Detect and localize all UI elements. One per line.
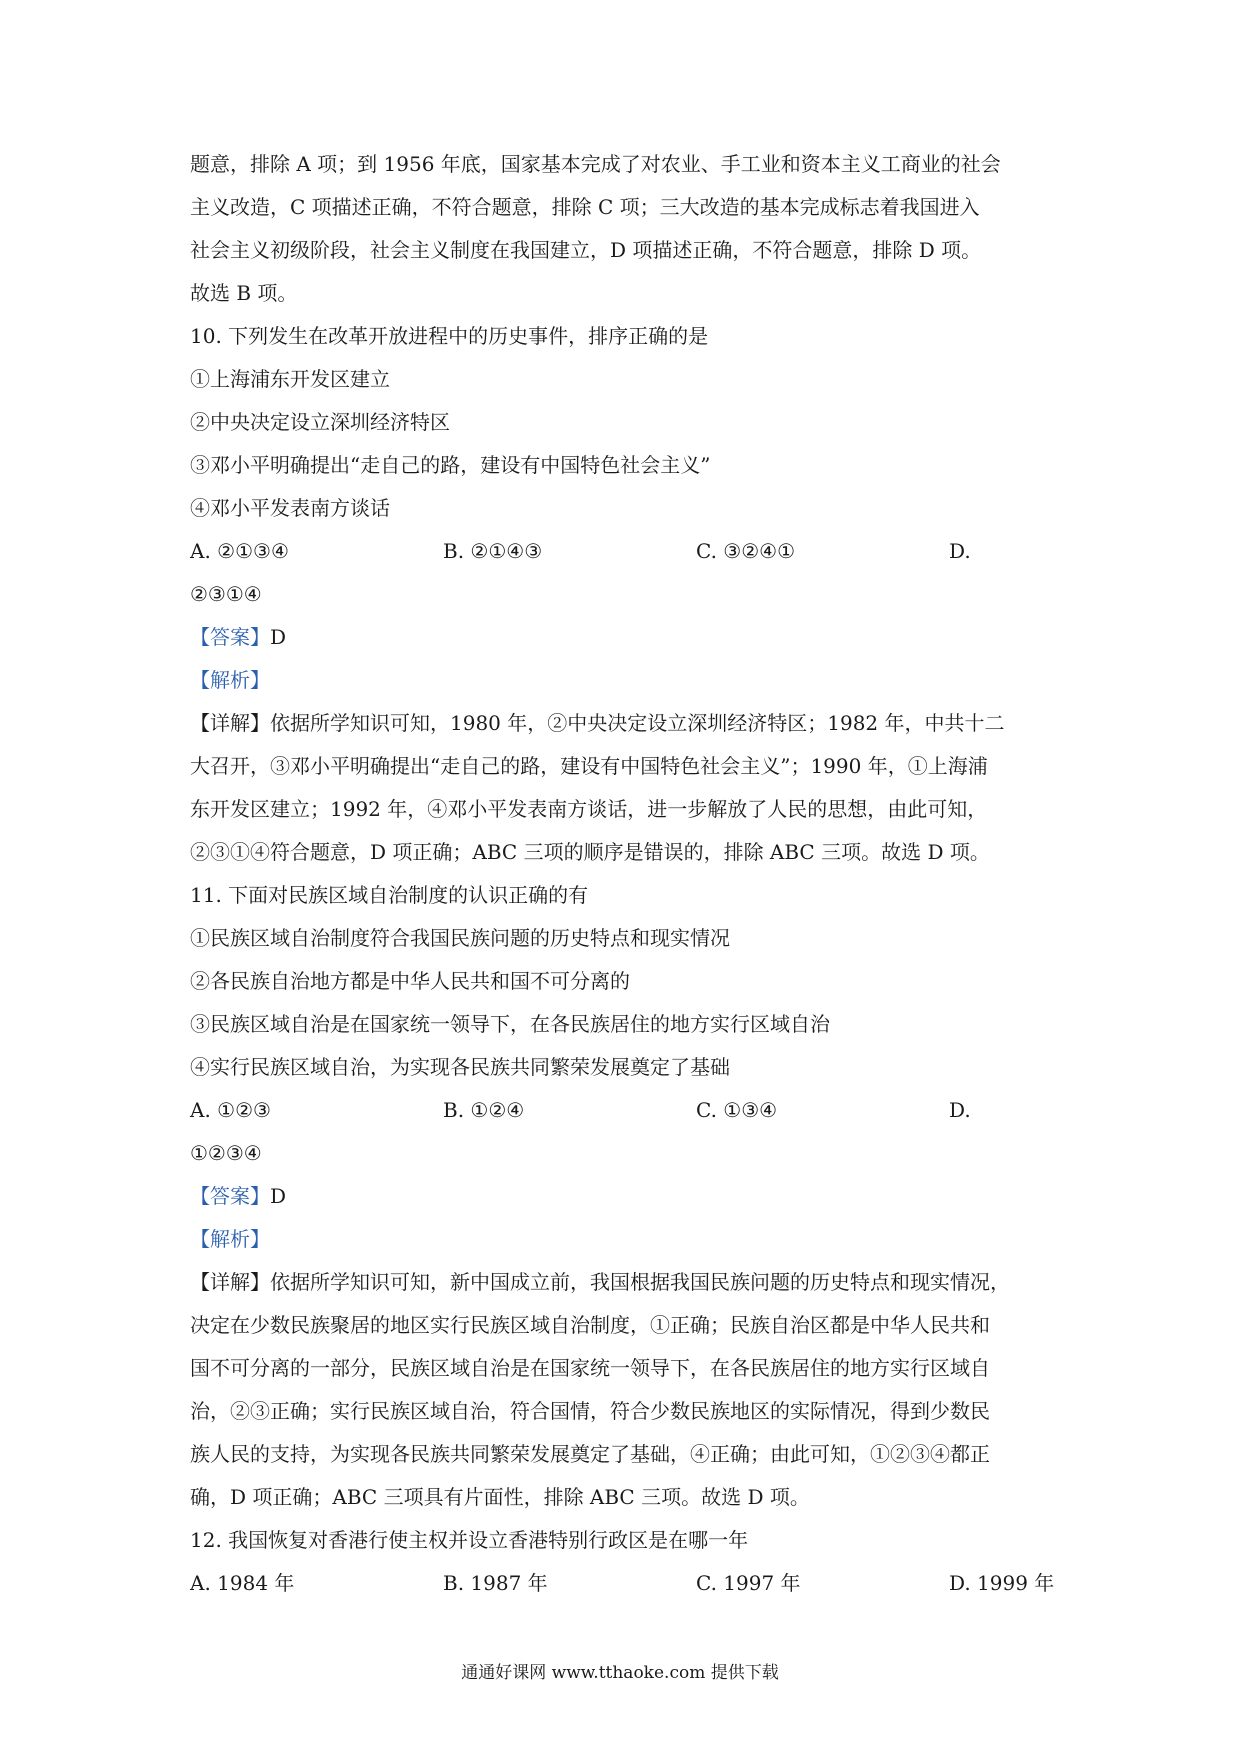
question-10-stem: 10. 下列发生在改革开放进程中的历史事件，排序正确的是 bbox=[190, 324, 709, 348]
page-footer: 通通好课网 www.tthaoke.com 提供下载 bbox=[461, 1663, 779, 1683]
detail-text: 依据所学知识可知，新中国成立前，我国根据我国民族问题的历史特点和现实情况， bbox=[270, 1270, 1010, 1294]
option-b: B. ②①④③ bbox=[443, 539, 543, 563]
detail-line: 决定在少数民族聚居的地区实行民族区域自治制度，①正确；民族自治区都是中华人民共和 bbox=[190, 1313, 990, 1337]
question-11-item: ④实行民族区域自治，为实现各民族共同繁荣发展奠定了基础 bbox=[190, 1055, 730, 1079]
option-b: B. ①②④ bbox=[443, 1098, 525, 1122]
question-11-stem: 11. 下面对民族区域自治制度的认识正确的有 bbox=[190, 883, 589, 907]
detail-line bbox=[190, 702, 1060, 745]
question-11-options bbox=[190, 1089, 1060, 1132]
text-line: 主义改造，C 项描述正确，不符合题意，排除 C 项；三大改造的基本完成标志着我国进入 bbox=[190, 195, 980, 219]
text-line: 社会主义初级阶段，社会主义制度在我国建立，D 项描述正确，不符合题意，排除 D 项。 bbox=[190, 238, 982, 262]
detail-line: 族人民的支持，为实现各民族共同繁荣发展奠定了基础，④正确；由此可知，①②③④都正 bbox=[190, 1442, 990, 1466]
detail-line bbox=[190, 1261, 1060, 1304]
question-11-item: ③民族区域自治是在国家统一领导下，在各民族居住的地方实行区域自治 bbox=[190, 1012, 830, 1036]
analysis-tag: 【解析】 bbox=[190, 1227, 270, 1251]
answer-tag: 【答案】 bbox=[190, 625, 270, 649]
option-c: C. 1997 年 bbox=[696, 1571, 801, 1595]
option-d: D. bbox=[949, 1098, 971, 1122]
option-d: D. bbox=[949, 539, 971, 563]
document-body bbox=[190, 143, 1060, 1605]
option-a: A. 1984 年 bbox=[190, 1571, 295, 1595]
text-line: 故选 B 项。 bbox=[190, 281, 298, 305]
question-10-item: ②中央决定设立深圳经济特区 bbox=[190, 410, 450, 434]
question-10-item: ①上海浦东开发区建立 bbox=[190, 367, 390, 391]
option-a: A. ①②③ bbox=[190, 1098, 271, 1122]
detail-line: 国不可分离的一部分，民族区域自治是在国家统一领导下，在各民族居住的地方实行区域自 bbox=[190, 1356, 990, 1380]
analysis-line bbox=[190, 1218, 1060, 1261]
option-d: D. 1999 年 bbox=[949, 1571, 1055, 1595]
option-c: C. ③②④① bbox=[696, 539, 796, 563]
analysis-tag: 【解析】 bbox=[190, 668, 270, 692]
answer-value: D bbox=[270, 625, 287, 649]
detail-line: 东开发区建立；1992 年，④邓小平发表南方谈话，进一步解放了人民的思想，由此可知， bbox=[190, 797, 988, 821]
question-11-item: ①民族区域自治制度符合我国民族问题的历史特点和现实情况 bbox=[190, 926, 730, 950]
detail-line: 确，D 项正确；ABC 三项具有片面性，排除 ABC 三项。故选 D 项。 bbox=[190, 1485, 810, 1509]
question-12-stem: 12. 我国恢复对香港行使主权并设立香港特别行政区是在哪一年 bbox=[190, 1528, 749, 1552]
answer-line bbox=[190, 616, 1060, 659]
analysis-line bbox=[190, 659, 1060, 702]
detail-line: 大召开，③邓小平明确提出“走自己的路，建设有中国特色社会主义”；1990 年，①上海浦 bbox=[190, 754, 988, 778]
detail-line: ②③①④符合题意，D 项正确；ABC 三项的顺序是错误的，排除 ABC 三项。故选 D 项。 bbox=[190, 840, 990, 864]
option-d-continued: ②③①④ bbox=[190, 582, 262, 606]
detail-text: 依据所学知识可知，1980 年，②中央决定设立深圳经济特区；1982 年，中共十二 bbox=[270, 711, 1005, 735]
answer-tag: 【答案】 bbox=[190, 1184, 270, 1208]
answer-value: D bbox=[270, 1184, 287, 1208]
option-b: B. 1987 年 bbox=[443, 1571, 548, 1595]
detail-tag: 【详解】 bbox=[190, 711, 270, 735]
answer-line bbox=[190, 1175, 1060, 1218]
question-10-item: ④邓小平发表南方谈话 bbox=[190, 496, 390, 520]
question-10-options bbox=[190, 530, 1060, 573]
detail-tag: 【详解】 bbox=[190, 1270, 270, 1294]
text-line: 题意，排除 A 项；到 1956 年底，国家基本完成了对农业、手工业和资本主义工商业的社会 bbox=[190, 152, 1001, 176]
option-c: C. ①③④ bbox=[696, 1098, 778, 1122]
option-a: A. ②①③④ bbox=[190, 539, 289, 563]
question-10-item: ③邓小平明确提出“走自己的路，建设有中国特色社会主义” bbox=[190, 453, 711, 477]
question-11-item: ②各民族自治地方都是中华人民共和国不可分离的 bbox=[190, 969, 630, 993]
question-12-options bbox=[190, 1562, 1060, 1605]
detail-line: 治，②③正确；实行民族区域自治，符合国情，符合少数民族地区的实际情况，得到少数民 bbox=[190, 1399, 990, 1423]
option-d-continued: ①②③④ bbox=[190, 1141, 262, 1165]
